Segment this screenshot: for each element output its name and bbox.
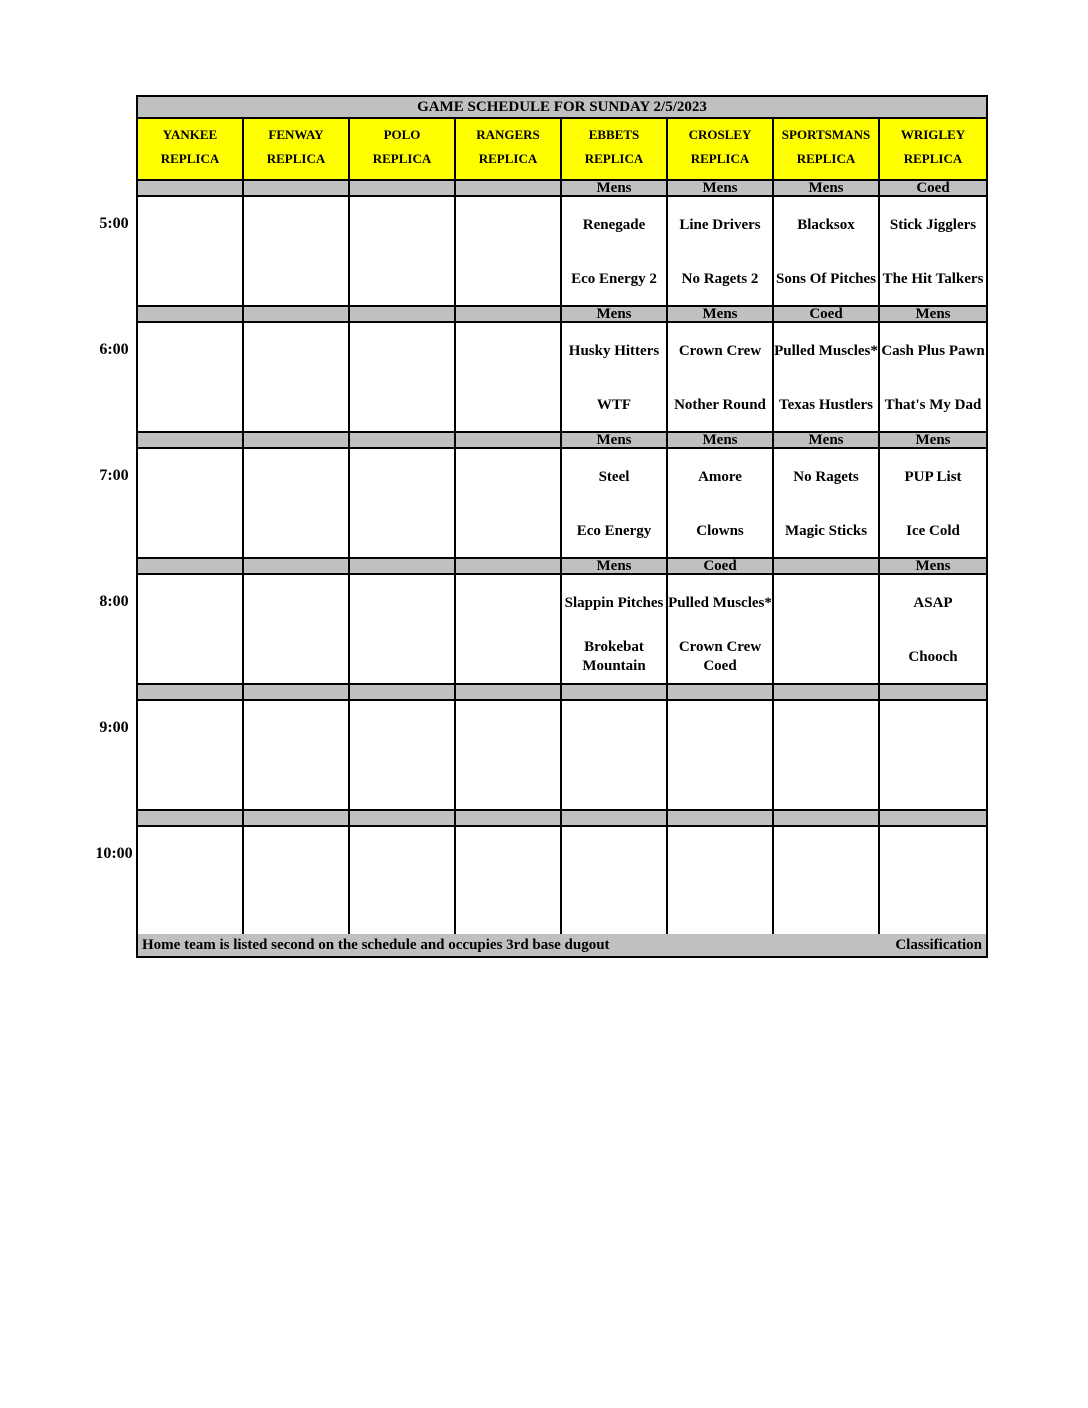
classification-cell [138, 307, 244, 323]
home-team [138, 255, 242, 303]
game-cell [456, 701, 562, 811]
visiting-team [244, 579, 348, 627]
game-cell [774, 701, 880, 811]
home-team [138, 507, 242, 555]
home-team: Magic Sticks [784, 522, 868, 539]
home-team [456, 255, 560, 303]
field-header [456, 119, 562, 181]
classification-cell: Mens [880, 307, 986, 323]
home-team [350, 507, 454, 555]
game-cell [562, 701, 668, 811]
home-team [880, 759, 986, 807]
classification-cell [244, 433, 350, 449]
home-team [244, 507, 348, 555]
field-subtitle: REPLICA [266, 151, 326, 166]
home-team [562, 885, 666, 933]
classification-cell [138, 433, 244, 449]
game-cell [880, 575, 986, 685]
visiting-team [350, 831, 454, 879]
game-cell [774, 449, 880, 559]
visiting-team [244, 831, 348, 879]
game-cell [456, 827, 562, 937]
classification-cell [138, 559, 244, 575]
visiting-team [138, 327, 242, 375]
game-cell [244, 827, 350, 937]
game-cell [668, 449, 774, 559]
classification-cell [350, 181, 456, 197]
home-team [774, 759, 878, 807]
game-cell [350, 197, 456, 307]
classification-cell [774, 559, 880, 575]
classification-cell: Coed [668, 559, 774, 575]
visiting-team [562, 831, 666, 879]
home-team [244, 759, 348, 807]
game-cell [350, 827, 456, 937]
visiting-team: ASAP [913, 594, 953, 611]
field-subtitle: REPLICA [796, 151, 856, 166]
home-team [244, 255, 348, 303]
schedule-table [136, 95, 988, 958]
home-team [138, 633, 242, 681]
visiting-team [668, 705, 772, 753]
game-cell [244, 197, 350, 307]
visiting-team: PUP List [904, 468, 962, 485]
game-cell [244, 449, 350, 559]
field-name: FENWAY [268, 127, 324, 142]
visiting-team [138, 579, 242, 627]
game-cell [138, 827, 244, 937]
time-label: 6:00 [99, 341, 129, 358]
game-cell [456, 449, 562, 559]
time-label: 8:00 [99, 593, 129, 610]
visiting-team: Husky Hitters [568, 342, 660, 359]
home-team: Brokebat Mountain [582, 639, 646, 674]
visiting-team: Pulled Muscles* [774, 342, 878, 359]
game-cell [138, 449, 244, 559]
visiting-team [244, 327, 348, 375]
classification-cell [244, 181, 350, 197]
home-team: The Hit Talkers [882, 270, 984, 287]
game-cell [668, 575, 774, 685]
home-team [244, 885, 348, 933]
field-name: POLO [383, 127, 421, 142]
game-cell [350, 701, 456, 811]
footer-bar [138, 934, 986, 956]
classification-cell [138, 811, 244, 827]
schedule-title: GAME SCHEDULE FOR SUNDAY 2/5/2023 [138, 97, 986, 119]
game-cell [880, 197, 986, 307]
field-name: CROSLEY [688, 127, 752, 142]
classification-cell: Mens [562, 433, 668, 449]
game-cell [774, 323, 880, 433]
field-header [138, 119, 244, 181]
visiting-team: Amore [698, 468, 742, 485]
field-name: SPORTSMANS [781, 127, 871, 142]
field-header [668, 119, 774, 181]
visiting-team [456, 201, 560, 249]
home-team: Chooch [908, 648, 958, 665]
home-team [774, 633, 878, 681]
game-cell [562, 575, 668, 685]
visiting-team [774, 579, 878, 627]
classification-cell [456, 181, 562, 197]
visiting-team [456, 705, 560, 753]
visiting-team: Crown Crew [678, 342, 762, 359]
game-cell [138, 323, 244, 433]
game-cell [350, 323, 456, 433]
game-cell [562, 197, 668, 307]
classification-cell [138, 685, 244, 701]
classification-cell [880, 685, 986, 701]
home-team: Texas Hustlers [778, 396, 874, 413]
game-cell [244, 701, 350, 811]
classification-cell: Coed [774, 307, 880, 323]
classification-cell [562, 811, 668, 827]
classification-cell [456, 811, 562, 827]
footer-classification: Classification [895, 937, 982, 953]
visiting-team [774, 831, 878, 879]
game-cell [880, 323, 986, 433]
classification-cell: Mens [880, 433, 986, 449]
visiting-team [880, 831, 986, 879]
visiting-team [138, 831, 242, 879]
game-cell [774, 575, 880, 685]
game-cell [138, 701, 244, 811]
game-cell [456, 197, 562, 307]
field-header [350, 119, 456, 181]
classification-cell: Mens [774, 181, 880, 197]
game-cell [562, 323, 668, 433]
classification-cell [138, 181, 244, 197]
visiting-team [880, 705, 986, 753]
classification-cell [456, 559, 562, 575]
home-team [562, 759, 666, 807]
visiting-team [562, 705, 666, 753]
home-team [350, 885, 454, 933]
home-team [244, 381, 348, 429]
field-header [562, 119, 668, 181]
classification-cell [562, 685, 668, 701]
field-subtitle: REPLICA [478, 151, 538, 166]
visiting-team [350, 705, 454, 753]
visiting-team [244, 453, 348, 501]
game-cell [668, 701, 774, 811]
home-team [456, 381, 560, 429]
time-label: 5:00 [99, 215, 129, 232]
game-cell [880, 449, 986, 559]
visiting-team [456, 579, 560, 627]
home-team [456, 759, 560, 807]
classification-cell: Mens [668, 433, 774, 449]
field-subtitle: REPLICA [160, 151, 220, 166]
home-team [880, 885, 986, 933]
visiting-team: Steel [598, 468, 630, 485]
classification-cell [774, 685, 880, 701]
classification-cell [350, 559, 456, 575]
game-cell [668, 197, 774, 307]
game-cell [774, 827, 880, 937]
field-name: RANGERS [476, 127, 540, 142]
classification-cell [350, 433, 456, 449]
home-team [138, 885, 242, 933]
classification-cell [350, 811, 456, 827]
footer-note: Home team is listed second on the schedule and occupies 3rd base dugout [142, 937, 610, 953]
home-team [350, 633, 454, 681]
home-team: No Ragets 2 [681, 270, 759, 287]
classification-cell: Mens [668, 181, 774, 197]
visiting-team: Renegade [582, 216, 646, 233]
classification-cell [244, 307, 350, 323]
visiting-team [350, 579, 454, 627]
game-cell [244, 575, 350, 685]
home-team: Nother Round [674, 396, 766, 413]
home-team [774, 885, 878, 933]
game-cell [562, 449, 668, 559]
visiting-team: Cash Plus Pawn [881, 342, 985, 359]
field-header [880, 119, 986, 181]
home-team [350, 759, 454, 807]
home-team [244, 633, 348, 681]
classification-cell [350, 307, 456, 323]
home-team: That's My Dad [884, 396, 982, 413]
visiting-team: Line Drivers [679, 216, 761, 233]
visiting-team: No Ragets [793, 468, 859, 485]
visiting-team [244, 201, 348, 249]
classification-cell: Mens [562, 307, 668, 323]
classification-cell: Coed [880, 181, 986, 197]
visiting-team: Stick Jigglers [889, 216, 977, 233]
classification-cell [456, 307, 562, 323]
visiting-team [138, 453, 242, 501]
visiting-team [456, 831, 560, 879]
visiting-team [456, 327, 560, 375]
field-subtitle: REPLICA [690, 151, 750, 166]
field-name: EBBETS [588, 127, 640, 142]
game-cell [138, 197, 244, 307]
home-team [350, 255, 454, 303]
game-cell [774, 197, 880, 307]
visiting-team [456, 453, 560, 501]
field-name: WRIGLEY [900, 127, 966, 142]
visiting-team: Slappin Pitches [564, 594, 664, 611]
home-team: WTF [596, 396, 632, 413]
classification-cell [668, 811, 774, 827]
time-label: 9:00 [99, 719, 129, 736]
game-cell [456, 323, 562, 433]
game-cell [668, 827, 774, 937]
visiting-team [138, 201, 242, 249]
home-team [138, 381, 242, 429]
game-cell [668, 323, 774, 433]
home-team: Eco Energy [576, 522, 652, 539]
classification-cell: Mens [562, 181, 668, 197]
classification-cell [456, 433, 562, 449]
home-team: Clowns [696, 522, 744, 539]
visiting-team [350, 201, 454, 249]
visiting-team [138, 705, 242, 753]
field-subtitle: REPLICA [372, 151, 432, 166]
game-cell [880, 827, 986, 937]
game-cell [138, 575, 244, 685]
visiting-team [668, 831, 772, 879]
visiting-team [350, 453, 454, 501]
home-team: Eco Energy 2 [571, 270, 657, 287]
home-team [668, 759, 772, 807]
home-team [668, 885, 772, 933]
time-label: 10:00 [95, 845, 133, 862]
visiting-team: Pulled Muscles* [668, 594, 772, 611]
classification-cell [244, 559, 350, 575]
home-team [350, 381, 454, 429]
visiting-team [350, 327, 454, 375]
field-header [244, 119, 350, 181]
classification-cell [456, 685, 562, 701]
game-cell [562, 827, 668, 937]
game-cell [350, 449, 456, 559]
field-header [774, 119, 880, 181]
classification-cell [668, 685, 774, 701]
classification-cell [350, 685, 456, 701]
time-label: 7:00 [99, 467, 129, 484]
classification-cell: Mens [880, 559, 986, 575]
home-team [456, 885, 560, 933]
classification-cell [774, 811, 880, 827]
visiting-team [774, 705, 878, 753]
visiting-team [244, 705, 348, 753]
field-subtitle: REPLICA [584, 151, 644, 166]
home-team: Crown Crew Coed [678, 639, 762, 674]
field-name: YANKEE [162, 127, 218, 142]
home-team: Ice Cold [906, 522, 960, 539]
visiting-team: Blacksox [797, 216, 855, 233]
classification-cell [244, 811, 350, 827]
game-cell [880, 701, 986, 811]
classification-cell: Mens [774, 433, 880, 449]
field-subtitle: REPLICA [903, 151, 963, 166]
home-team [456, 507, 560, 555]
game-cell [456, 575, 562, 685]
classification-cell: Mens [668, 307, 774, 323]
classification-cell [244, 685, 350, 701]
home-team [138, 759, 242, 807]
classification-cell: Mens [562, 559, 668, 575]
game-cell [350, 575, 456, 685]
game-cell [244, 323, 350, 433]
classification-cell [880, 811, 986, 827]
home-team: Sons Of Pitches [775, 270, 876, 287]
home-team [456, 633, 560, 681]
